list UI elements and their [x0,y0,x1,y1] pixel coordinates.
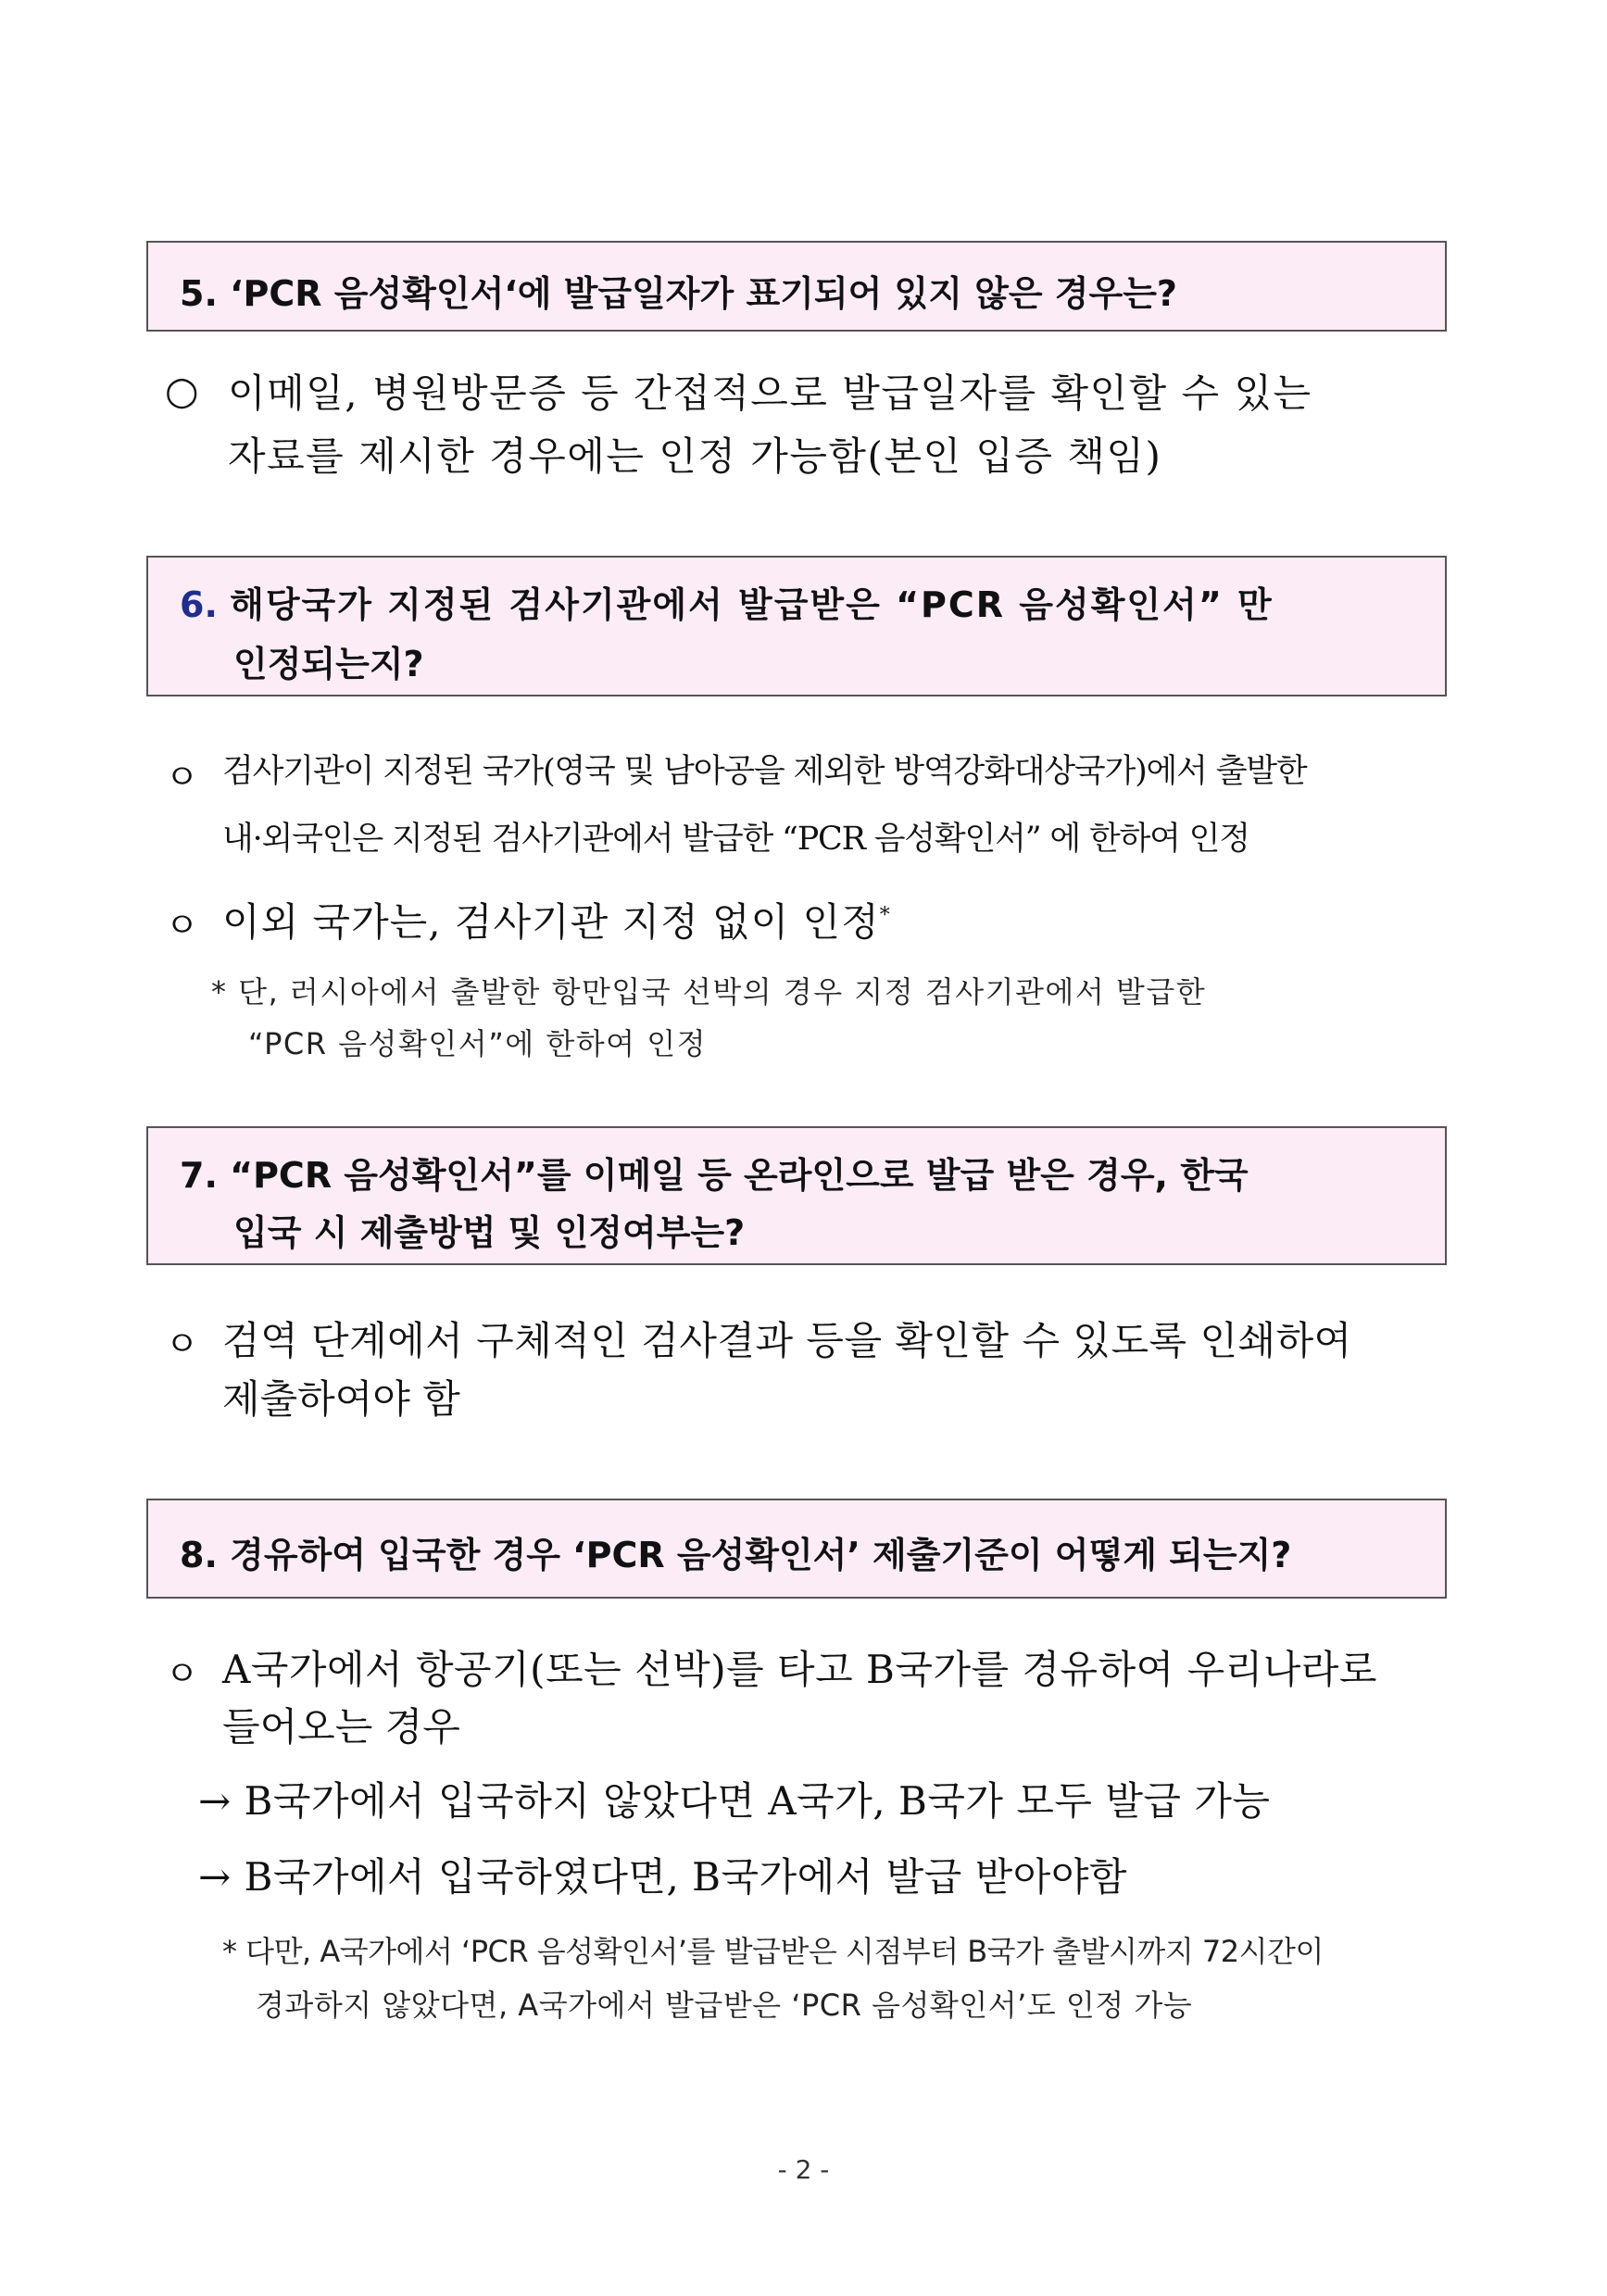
q7-answer-line2: 제출하여야 함 [222,1376,460,1422]
question-6-number: 6. [180,584,218,625]
q7-answer-line1: 검역 단계에서 구체적인 검사결과 등을 확인할 수 있도록 인쇄하여 [222,1318,1352,1363]
q6-answer2-text: 이외 국가는, 검사기관 지정 없이 인정 [222,899,880,945]
q6-note-line2: “PCR 음성확인서”에 한하여 인정 [248,1026,708,1061]
q5-bullet: ○ [165,368,199,413]
q6-answer2-footnote-mark: * [879,904,891,927]
q8-bullet: ㅇ [165,1653,199,1694]
q5-answer-line1: 이메일, 병원방문증 등 간접적으로 발급일자를 확인할 수 있는 [228,370,1312,416]
question-6-title-line2: 인정되는지? [233,644,424,684]
question-7-title-line2: 입국 시 제출방법 및 인정여부는? [233,1212,746,1253]
q6-answer2 [222,892,891,947]
q8-answer1-line1: A국가에서 항공기(또는 선박)를 타고 B국가를 경유하여 우리나라로 [222,1647,1377,1692]
q6-bullet-1: ㅇ [165,757,199,797]
question-8-box [146,1499,1447,1599]
q8-answer1-line2: 들어오는 경우 [222,1704,460,1750]
q6-answer1-line2: 내·외국인은 지정된 검사기관에서 발급한 “PCR 음성확인서” 에 한하여 인정 [222,821,1249,858]
question-6-title-text: 해당국가 지정된 검사기관에서 발급받은 “PCR 음성확인서” 만 [230,584,1274,625]
page-number: - 2 - [777,2154,830,2185]
q8-note-line2: 경과하지 않았다면, A국가에서 발급받은 ‘PCR 음성확인서’도 인정 가능 [256,1988,1193,2023]
question-5-box [146,241,1447,332]
question-7-title-line1: 7. “PCR 음성확인서”를 이메일 등 온라인으로 발급 받은 경우, 한국 [180,1155,1249,1196]
question-7-box [146,1126,1447,1265]
question-8-title: 8. 경유하여 입국한 경우 ‘PCR 음성확인서’ 제출기준이 어떻게 되는지? [180,1535,1292,1575]
question-6-title-line1 [180,576,1274,627]
q8-arrow-line1: → B국가에서 입국하지 않았다면 A국가, B국가 모두 발급 가능 [198,1778,1271,1824]
q6-answer1-line1: 검사기관이 지정된 국가(영국 및 남아공을 제외한 방역강화대상국가)에서 출발한 [222,753,1307,790]
q8-note-line1: * 다만, A국가에서 ‘PCR 음성확인서’를 발급받은 시점부터 B국가 출발시까지 72시간이 [222,1934,1324,1969]
q5-answer-line2: 자료를 제시한 경우에는 인정 가능함(본인 입증 책임) [228,433,1162,479]
q8-arrow-line2: → B국가에서 입국하였다면, B국가에서 발급 받아야함 [198,1854,1127,1900]
q6-bullet-2: ㅇ [165,905,199,946]
q7-bullet: ㅇ [165,1324,199,1364]
question-6-box [146,556,1447,696]
question-5-title: 5. ‘PCR 음성확인서‘에 발급일자가 표기되어 있지 않은 경우는? [180,273,1177,314]
q6-note-line1: * 단, 러시아에서 출발한 항만입국 선박의 경우 지정 검사기관에서 발급한 [211,974,1207,1010]
